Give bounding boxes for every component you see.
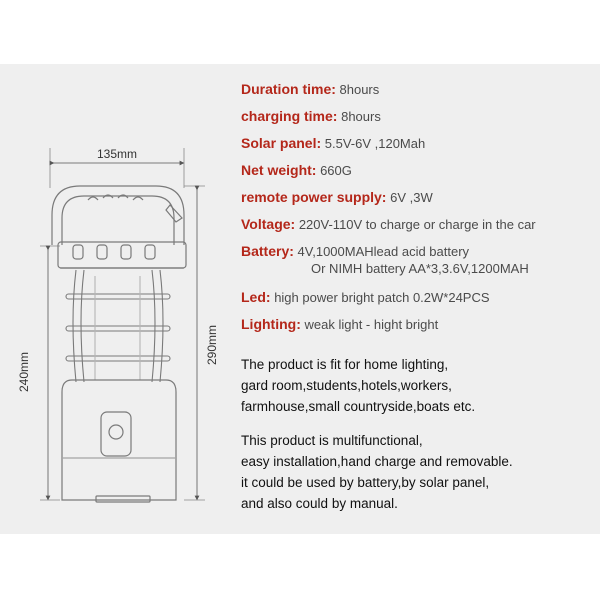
spec-label: Duration time:: [241, 81, 336, 97]
spec-charging-time: [241, 107, 381, 126]
spec-value: 4V,1000MAHlead acid battery: [297, 244, 470, 259]
total-height-label: 290mm: [205, 324, 219, 366]
spec-label: remote power supply:: [241, 189, 387, 205]
spec-value: high power bright patch 0.2W*24PCS: [274, 290, 490, 305]
lantern-cage: [66, 270, 170, 382]
paragraph-line: This product is multifunctional,: [241, 433, 423, 448]
width-dimension: [50, 147, 184, 188]
usage-paragraph: [241, 354, 475, 417]
spec-value: 660G: [320, 163, 352, 178]
paragraph-line: and also could by manual.: [241, 496, 398, 511]
lantern-drawing: [0, 0, 230, 600]
spec-label: Lighting:: [241, 316, 301, 332]
paragraph-line: The product is fit for home lighting,: [241, 357, 449, 372]
spec-value: 5.5V-6V ,120Mah: [324, 136, 426, 151]
paragraph-line: gard room,students,hotels,workers,: [241, 378, 452, 393]
spec-label: Battery:: [241, 243, 294, 259]
lantern-top-cap: [58, 242, 186, 268]
spec-value: 6V ,3W: [390, 190, 433, 205]
lantern-base: [62, 380, 176, 502]
spec-remote-power-supply: [241, 188, 433, 207]
width-label: 135mm: [96, 147, 138, 161]
paragraph-line: easy installation,hand charge and removable.: [241, 454, 513, 469]
spec-battery-continuation: Or NIMH battery AA*3,3.6V,1200MAH: [311, 261, 529, 276]
feature-paragraph: [241, 430, 513, 514]
spec-value: 220V-110V to charge or charge in the car: [298, 217, 536, 232]
body-height-dimension: [17, 246, 60, 500]
spec-battery: [241, 242, 469, 261]
body-height-label: 240mm: [17, 351, 31, 393]
spec-label: Voltage:: [241, 216, 296, 232]
paragraph-line: farmhouse,small countryside,boats etc.: [241, 399, 476, 414]
spec-solar-panel: [241, 134, 425, 153]
spec-value: 8hours: [341, 109, 381, 124]
spec-label: Solar panel:: [241, 135, 322, 151]
total-height-dimension: [184, 186, 219, 500]
spec-lighting: [241, 315, 438, 334]
spec-value: 8hours: [339, 82, 380, 97]
spec-net-weight: [241, 161, 352, 180]
spec-label: Led:: [241, 289, 271, 305]
spec-duration-time: [241, 80, 379, 99]
paragraph-line: it could be used by battery,by solar panel,: [241, 475, 490, 490]
lantern-handle: [52, 186, 184, 245]
spec-voltage: [241, 215, 536, 234]
spec-label: charging time:: [241, 108, 338, 124]
spec-value: weak light - hight bright: [304, 317, 439, 332]
spec-label: Net weight:: [241, 162, 317, 178]
spec-led: [241, 288, 490, 307]
